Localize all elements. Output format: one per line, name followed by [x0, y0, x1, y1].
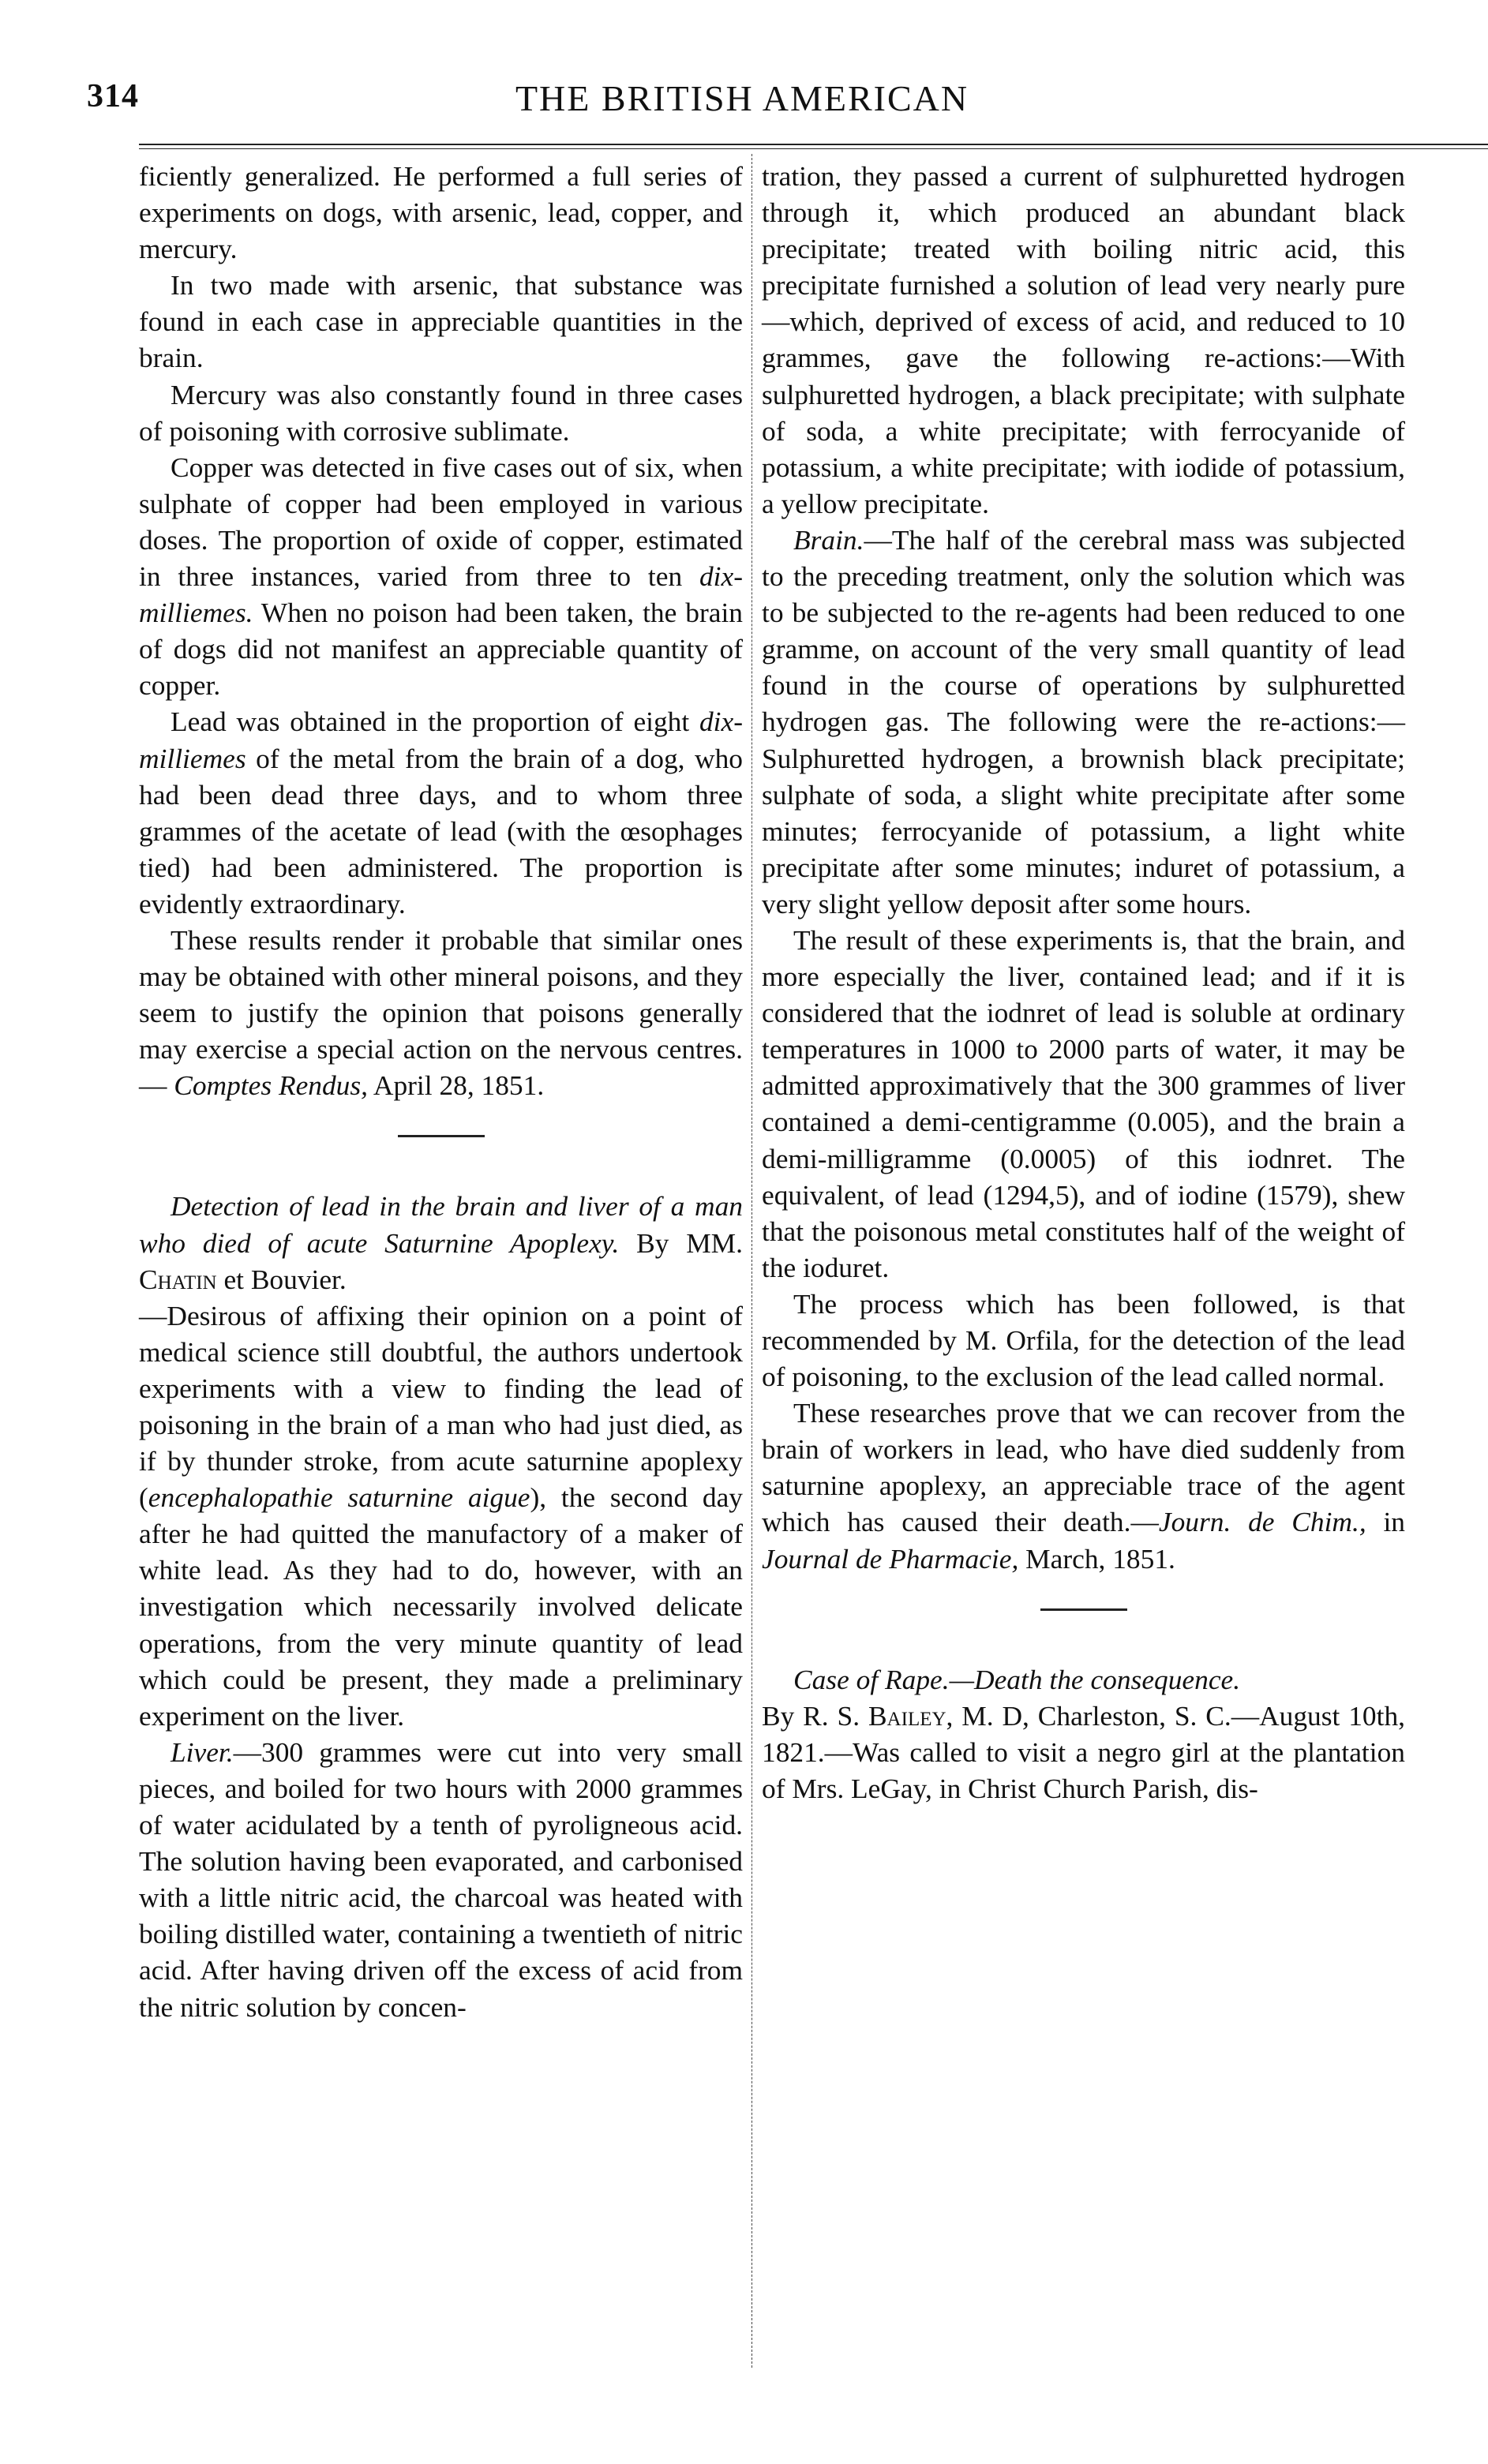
page-number: 314 — [87, 78, 139, 114]
paragraph — [762, 1395, 1405, 1576]
text-run: —The half of the cerebral mass was subjected to the preceding treatment, only the solution which was to be subjected to the re-agents had been reduced to one gramme, on account of the very small quantity of lead found in the course of operations by sulphuretted hydrogen gas. The following were the re-actions:—Sulphuretted hydrogen, a brownish black precipitate; sulphate of soda, a slight white precipitate after some minutes; ferrocyanide of potassium, a light white precipitate after some minutes; induret of potassium, a very slight yellow deposit after some hours. — [762, 523, 1405, 919]
left-column — [139, 158, 743, 2025]
header-rule-thin — [139, 148, 1488, 149]
paragraph — [762, 1698, 1405, 1807]
section-separator — [398, 1135, 485, 1137]
text-run: —300 grammes were cut into very small pieces, and boiled for two hours with 2000 grammes of water acidulated by a tenth of pyroligneous acid. The solution having been evaporated, and carbonised with a little nitric acid, the charcoal was heated with boiling distilled water, containing a twentieth of nitric acid. After having driven off the excess of acid from the nitric solution by concen- — [139, 1736, 743, 2023]
citation-source: Journal de Pharmacie, — [762, 1542, 1019, 1575]
text-run: —Desirous of affixing their opinion on a point of medical science still doubtful, the authors undertook experiments with a view to finding the lead of poisoning in the brain of a man who had just died, as if by thunder stroke, from acute saturnine apoplexy ( — [139, 1299, 743, 1514]
section-separator — [1040, 1608, 1127, 1611]
run-in-heading: Liver. — [171, 1736, 234, 1768]
paragraph: ficiently generalized. He performed a full series of experiments on dogs, with arsenic, lead, copper, and mercury. — [139, 160, 743, 265]
header-rule — [139, 144, 1488, 145]
right-column — [762, 158, 1405, 1807]
text-run: These results render it probable that similar ones may be obtained with other mineral poisons, and they seem to justify the opinion that poisons generally may exercise a special action on the nervous centres.— — [139, 923, 743, 1102]
paragraph — [139, 1298, 743, 1734]
paragraph — [139, 703, 743, 922]
run-in-heading: Brain. — [793, 523, 864, 556]
paragraph — [762, 522, 1405, 922]
italic-term: encephalopathie saturnine aigue — [148, 1481, 530, 1514]
paragraph — [139, 449, 743, 704]
article-title: Detection of lead in the brain and liver of a man who died of acute Saturnine Apoplexy. — [139, 1190, 743, 1259]
column-divider — [751, 154, 752, 2368]
italic-term: dix-milliemes — [139, 706, 743, 774]
text-run: , M. D, Charleston, S. C.—August 10th, 1821.—Was called to visit a negro girl at the plantation of Mrs. LeGay, in Christ Church Parish, dis- — [762, 1699, 1405, 1804]
author-name: Chatin — [139, 1263, 217, 1295]
text-run: Lead was obtained in the proportion of eight — [171, 706, 699, 738]
citation-source: Comptes Rendus, — [174, 1069, 368, 1102]
text-run: Copper was detected in five cases out of six, when sulphate of copper had been employed in various doses. The proportion of oxide of copper, estimated in three instances, varied from three to ten — [139, 451, 743, 593]
paragraph: Mercury was also constantly found in three cases of poisoning with corrosive sublimate. — [139, 378, 743, 447]
italic-term: dix-milliemes. — [139, 560, 743, 629]
paragraph: The result of these experiments is, that the brain, and more especially the liver, contained lead; and if it is considered that the iodnret of lead is soluble at ordinary temperatures in 1000 to 2000 parts of water, it may be admitted approximatively that the 300 grammes of liver contained a demi-centigramme (0.005), and the brain a demi-milligramme (0.0005) of this iodnret. The equivalent, of lead (1294,5), and of iodine (1579), shew that the poisonous metal constitutes half of the weight of the ioduret. — [762, 923, 1405, 1283]
page-header — [87, 69, 1397, 125]
text-run: When no poison had been taken, the brain of dogs did not manifest an appreciable quantity of copper. — [139, 597, 743, 702]
paragraph — [139, 922, 743, 1103]
article-title: Case of Rape.—Death the consequence. — [793, 1663, 1241, 1695]
citation-source: Journ. de Chim., — [1158, 1506, 1366, 1538]
text-run: By R. S. — [762, 1699, 868, 1732]
citation-date: April 28, 1851. — [368, 1069, 545, 1102]
text-run: By MM. — [619, 1226, 743, 1259]
article-heading — [139, 1188, 743, 1297]
citation-date: March, 1851. — [1018, 1542, 1175, 1575]
running-title: THE BRITISH AMERICAN — [515, 78, 969, 118]
text-run: et Bouvier. — [216, 1263, 347, 1295]
paragraph: In two made with arsenic, that substance was found in each case in appreciable quantities in the brain. — [139, 269, 743, 374]
text-run: in — [1366, 1506, 1405, 1538]
text-run: These researches prove that we can recover from the brain of workers in lead, who have died suddenly from saturnine apoplexy, an appreciable trace of the agent which has caused their death.— — [762, 1397, 1405, 1538]
text-run: of the metal from the brain of a dog, who had been dead three days, and to whom three grammes of the acetate of lead (with the œsophages tied) had been administered. The proportion is evidently extraordinary. — [139, 742, 743, 919]
paragraph: The process which has been followed, is that recommended by M. Orfila, for the detection of the lead of poisoning, to the exclusion of the lead called normal. — [762, 1287, 1405, 1393]
paragraph — [139, 1734, 743, 2025]
text-run: ), the second day after he had quitted the manufactory of a maker of white lead. As they had to do, however, with an investigation which necessarily involved delicate operations, from the very minute quantity of lead which could be present, they made a preliminary experiment on the liver. — [139, 1481, 743, 1732]
article-heading — [762, 1661, 1405, 1698]
paragraph: tration, they passed a current of sulphuretted hydrogen through it, which produced an abundant black precipitate; treated with boiling nitric acid, this precipitate furnished a solution of lead very nearly pure—which, deprived of excess of acid, and reduced to 10 grammes, gave the following re-actions:—With sulphuretted hydrogen, a black precipitate; with sulphate of soda, a white precipitate; with ferrocyanide of potassium, a white precipitate; with iodide of potassium, a yellow precipitate. — [762, 160, 1405, 519]
author-name: Bailey — [868, 1699, 946, 1732]
